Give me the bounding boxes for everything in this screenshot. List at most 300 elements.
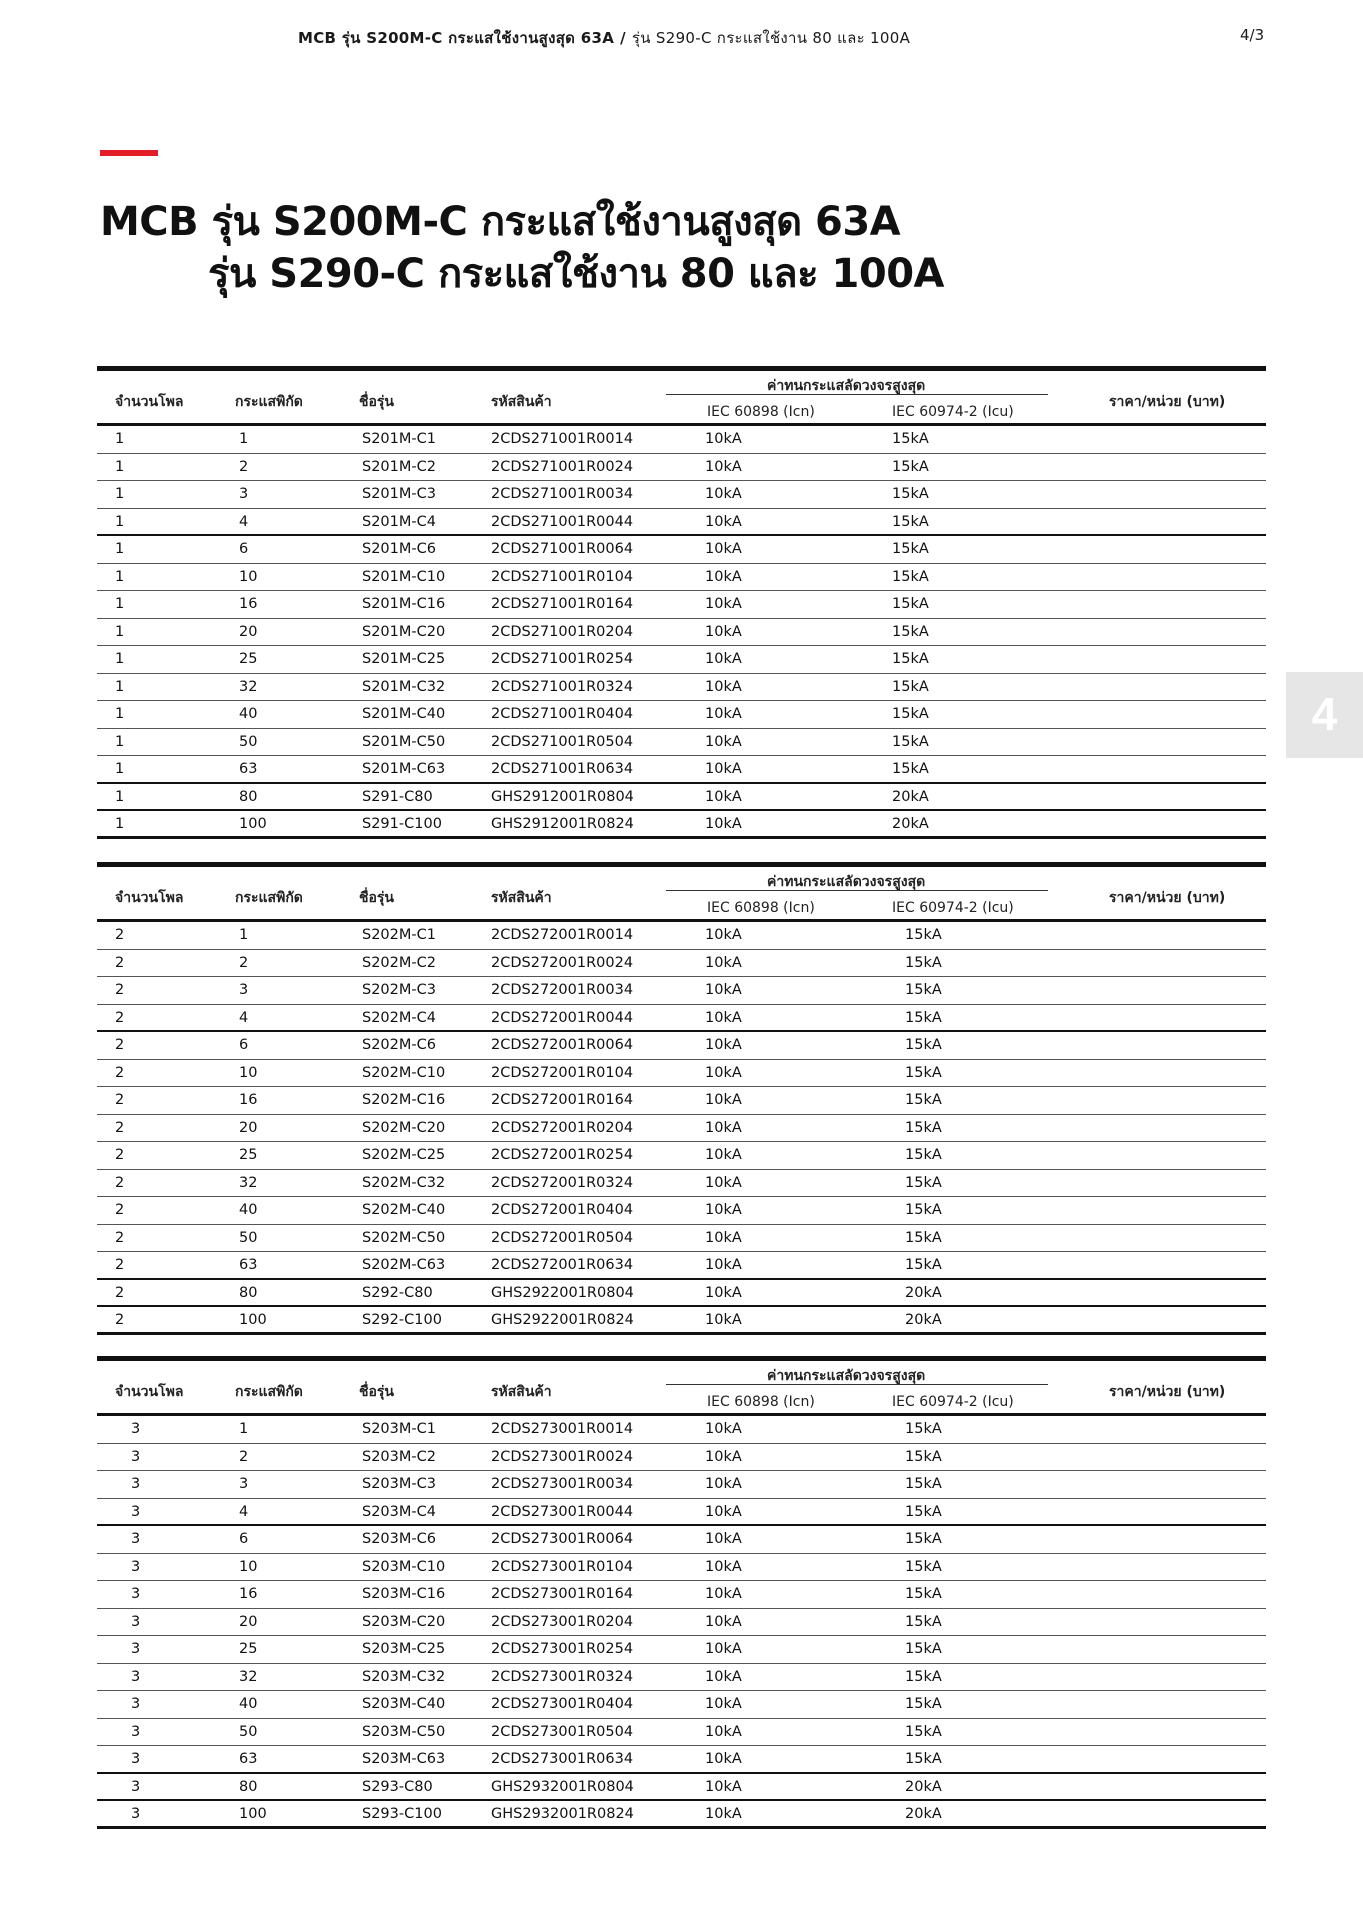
cell-code: 2CDS272001R0164 <box>491 1092 634 1108</box>
cell-icn: 10kA <box>705 1668 742 1685</box>
cell-icu: 20kA <box>892 816 929 832</box>
table-header <box>97 371 1266 426</box>
cell-rating: 32 <box>239 1174 258 1191</box>
cell-rating: 4 <box>239 1009 249 1026</box>
cell-rating: 3 <box>239 1476 249 1492</box>
cell-icu: 20kA <box>905 1778 942 1795</box>
cell-rating: 32 <box>239 678 258 695</box>
cell-code: 2CDS271001R0634 <box>491 761 634 777</box>
cell-icu: 15kA <box>905 1421 942 1437</box>
table-row <box>97 536 1266 564</box>
table-row <box>97 729 1266 757</box>
cell-icn: 10kA <box>705 1696 742 1712</box>
cell-code: 2CDS272001R0034 <box>491 982 634 998</box>
table-row <box>97 950 1266 978</box>
cell-model: S201M-C20 <box>362 623 446 640</box>
table-row <box>97 1142 1266 1170</box>
cell-icu: 15kA <box>905 1696 942 1712</box>
cell-code: 2CDS271001R0104 <box>491 568 634 585</box>
header-iec-icu: IEC 60974-2 (Icu) <box>892 900 1014 916</box>
table-row <box>97 1526 1266 1554</box>
cell-rating: 16 <box>239 596 258 612</box>
cell-code: 2CDS271001R0324 <box>491 678 634 695</box>
cell-model: S201M-C3 <box>362 486 436 502</box>
cell-poles: 2 <box>115 1202 125 1218</box>
cell-icn: 10kA <box>705 1751 742 1767</box>
cell-poles: 3 <box>131 1806 141 1822</box>
cell-model: S201M-C40 <box>362 706 446 722</box>
header-poles: จำนวนโพล <box>115 890 184 906</box>
cell-model: S293-C80 <box>362 1778 433 1795</box>
cell-model: S201M-C25 <box>362 651 446 667</box>
table-row <box>97 1499 1266 1527</box>
header-iec-icn: IEC 60898 (Icn) <box>707 900 815 916</box>
cell-model: S203M-C25 <box>362 1641 446 1657</box>
cell-code: 2CDS271001R0164 <box>491 596 634 612</box>
cell-code: 2CDS273001R0504 <box>491 1723 634 1740</box>
cell-rating: 63 <box>239 761 258 777</box>
cell-poles: 2 <box>115 927 125 943</box>
cell-model: S201M-C4 <box>362 513 436 530</box>
cell-icn: 10kA <box>705 458 742 475</box>
cell-model: S203M-C32 <box>362 1668 446 1685</box>
cell-poles: 3 <box>131 1558 141 1575</box>
table-row <box>97 1307 1266 1335</box>
cell-code: 2CDS272001R0064 <box>491 1037 634 1053</box>
cell-model: S203M-C1 <box>362 1421 436 1437</box>
cell-rating: 3 <box>239 486 249 502</box>
cell-model: S202M-C63 <box>362 1257 446 1273</box>
table-row <box>97 674 1266 702</box>
cell-model: S201M-C1 <box>362 431 436 447</box>
cell-icu: 15kA <box>905 1723 942 1740</box>
header-group-rule <box>666 1384 1048 1385</box>
cell-icu: 15kA <box>905 1586 942 1602</box>
page-number: 4/3 <box>1240 26 1265 44</box>
cell-icn: 10kA <box>705 1312 742 1328</box>
cell-icu: 15kA <box>905 1448 942 1465</box>
cell-poles: 1 <box>115 651 125 667</box>
cell-icu: 15kA <box>892 623 929 640</box>
cell-rating: 50 <box>239 1229 258 1246</box>
cell-icn: 10kA <box>705 1723 742 1740</box>
cell-rating: 20 <box>239 1119 258 1136</box>
cell-code: GHS2912001R0804 <box>491 788 634 805</box>
cell-poles: 1 <box>115 458 125 475</box>
cell-code: 2CDS273001R0254 <box>491 1641 634 1657</box>
cell-icu: 15kA <box>905 1558 942 1575</box>
cell-poles: 3 <box>131 1476 141 1492</box>
cell-code: GHS2922001R0824 <box>491 1312 634 1328</box>
cell-icu: 20kA <box>905 1806 942 1822</box>
cell-rating: 4 <box>239 513 249 530</box>
cell-icn: 10kA <box>705 954 742 971</box>
cell-poles: 1 <box>115 568 125 585</box>
cell-code: 2CDS272001R0024 <box>491 954 634 971</box>
cell-rating: 2 <box>239 1448 249 1465</box>
cell-model: S202M-C50 <box>362 1229 446 1246</box>
cell-icn: 10kA <box>705 1448 742 1465</box>
cell-poles: 2 <box>115 1119 125 1136</box>
cell-poles: 3 <box>131 1723 141 1740</box>
cell-icu: 15kA <box>892 458 929 475</box>
cell-icu: 15kA <box>905 1119 942 1136</box>
cell-poles: 2 <box>115 1092 125 1108</box>
cell-model: S203M-C3 <box>362 1476 436 1492</box>
cell-model: S202M-C16 <box>362 1092 446 1108</box>
page-title-line-2: รุ่น S290-C กระแสใช้งาน 80 และ 100A <box>208 251 945 297</box>
cell-rating: 63 <box>239 1751 258 1767</box>
cell-icn: 10kA <box>705 1064 742 1081</box>
cell-poles: 1 <box>115 788 125 805</box>
cell-icn: 10kA <box>705 623 742 640</box>
cell-icn: 10kA <box>705 1037 742 1053</box>
cell-rating: 1 <box>239 431 249 447</box>
cell-model: S292-C100 <box>362 1312 442 1328</box>
cell-model: S291-C100 <box>362 816 442 832</box>
cell-poles: 1 <box>115 761 125 777</box>
cell-code: GHS2912001R0824 <box>491 816 634 832</box>
cell-icu: 20kA <box>905 1312 942 1328</box>
cell-poles: 1 <box>115 431 125 447</box>
cell-rating: 32 <box>239 1668 258 1685</box>
cell-icu: 15kA <box>905 1503 942 1520</box>
cell-model: S293-C100 <box>362 1806 442 1822</box>
cell-icu: 15kA <box>905 954 942 971</box>
header-price: ราคา/หน่วย (บาท) <box>1109 890 1226 906</box>
cell-icu: 15kA <box>892 761 929 777</box>
cell-icu: 15kA <box>905 1257 942 1273</box>
cell-icu: 15kA <box>905 1229 942 1246</box>
cell-code: 2CDS273001R0064 <box>491 1531 634 1547</box>
table-row <box>97 481 1266 509</box>
table-row <box>97 1471 1266 1499</box>
table-row <box>97 619 1266 647</box>
cell-poles: 2 <box>115 1147 125 1163</box>
table-row <box>97 1115 1266 1143</box>
cell-poles: 2 <box>115 982 125 998</box>
running-head-text <box>298 26 910 50</box>
cell-model: S203M-C10 <box>362 1558 446 1575</box>
cell-model: S201M-C32 <box>362 678 446 695</box>
header-price: ราคา/หน่วย (บาท) <box>1109 394 1226 410</box>
cell-icu: 15kA <box>905 1174 942 1191</box>
cell-rating: 20 <box>239 1613 258 1630</box>
table-header <box>97 867 1266 922</box>
cell-rating: 25 <box>239 1147 258 1163</box>
header-rating: กระแสพิกัด <box>235 1384 303 1400</box>
cell-icn: 10kA <box>705 1257 742 1273</box>
cell-rating: 100 <box>239 1312 267 1328</box>
cell-code: GHS2932001R0824 <box>491 1806 634 1822</box>
header-breaking-capacity: ค่าทนกระแสลัดวงจรสูงสุด <box>767 1368 926 1384</box>
cell-rating: 80 <box>239 1284 258 1301</box>
table-header <box>97 1361 1266 1416</box>
cell-icu: 15kA <box>905 1092 942 1108</box>
cell-code: 2CDS273001R0034 <box>491 1476 634 1492</box>
cell-poles: 3 <box>131 1696 141 1712</box>
cell-poles: 2 <box>115 1257 125 1273</box>
cell-model: S203M-C16 <box>362 1586 446 1602</box>
cell-icu: 15kA <box>892 678 929 695</box>
cell-model: S202M-C32 <box>362 1174 446 1191</box>
cell-code: 2CDS273001R0024 <box>491 1448 634 1465</box>
cell-poles: 1 <box>115 541 125 557</box>
cell-code: 2CDS272001R0014 <box>491 927 634 943</box>
cell-code: 2CDS273001R0404 <box>491 1696 634 1712</box>
cell-poles: 3 <box>131 1503 141 1520</box>
cell-code: 2CDS273001R0634 <box>491 1751 634 1767</box>
cell-icn: 10kA <box>705 733 742 750</box>
cell-icu: 20kA <box>905 1284 942 1301</box>
cell-model: S202M-C6 <box>362 1037 436 1053</box>
cell-code: 2CDS271001R0204 <box>491 623 634 640</box>
table-row <box>97 1609 1266 1637</box>
cell-icu: 15kA <box>905 1147 942 1163</box>
cell-poles: 2 <box>115 954 125 971</box>
cell-icu: 15kA <box>905 1009 942 1026</box>
table-row <box>97 701 1266 729</box>
cell-poles: 2 <box>115 1174 125 1191</box>
cell-icn: 10kA <box>705 1558 742 1575</box>
cell-poles: 3 <box>131 1751 141 1767</box>
table-row <box>97 591 1266 619</box>
cell-icu: 15kA <box>905 1037 942 1053</box>
table-row <box>97 1280 1266 1308</box>
cell-icu: 15kA <box>892 431 929 447</box>
cell-icn: 10kA <box>705 1421 742 1437</box>
cell-code: 2CDS272001R0104 <box>491 1064 634 1081</box>
cell-icn: 10kA <box>705 1778 742 1795</box>
cell-rating: 50 <box>239 1723 258 1740</box>
cell-code: GHS2922001R0804 <box>491 1284 634 1301</box>
header-poles: จำนวนโพล <box>115 394 184 410</box>
cell-rating: 6 <box>239 541 249 557</box>
section-tab <box>1286 672 1363 758</box>
cell-code: 2CDS273001R0164 <box>491 1586 634 1602</box>
cell-icn: 10kA <box>705 1092 742 1108</box>
cell-icn: 10kA <box>705 761 742 777</box>
cell-icu: 15kA <box>892 513 929 530</box>
cell-icu: 15kA <box>892 596 929 612</box>
header-group-rule <box>666 890 1048 891</box>
cell-rating: 4 <box>239 1503 249 1520</box>
cell-model: S203M-C2 <box>362 1448 436 1465</box>
cell-icn: 10kA <box>705 1806 742 1822</box>
cell-rating: 100 <box>239 816 267 832</box>
cell-code: 2CDS272001R0404 <box>491 1202 634 1218</box>
header-code: รหัสสินค้า <box>491 394 552 410</box>
cell-code: 2CDS272001R0254 <box>491 1147 634 1163</box>
cell-poles: 3 <box>131 1421 141 1437</box>
cell-poles: 3 <box>131 1641 141 1657</box>
table-row <box>97 1197 1266 1225</box>
cell-poles: 2 <box>115 1312 125 1328</box>
cell-code: 2CDS273001R0324 <box>491 1668 634 1685</box>
page-title-line-1: MCB รุ่น S200M-C กระแสใช้งานสูงสุด 63A <box>100 199 901 245</box>
cell-code: 2CDS273001R0204 <box>491 1613 634 1630</box>
cell-poles: 3 <box>131 1613 141 1630</box>
running-head <box>0 26 1363 50</box>
header-group-rule <box>666 394 1048 395</box>
cell-rating: 40 <box>239 706 258 722</box>
cell-icu: 15kA <box>905 927 942 943</box>
cell-model: S201M-C6 <box>362 541 436 557</box>
cell-code: 2CDS272001R0204 <box>491 1119 634 1136</box>
cell-icn: 10kA <box>705 541 742 557</box>
cell-model: S202M-C40 <box>362 1202 446 1218</box>
header-iec-icn: IEC 60898 (Icn) <box>707 1394 815 1410</box>
cell-icn: 10kA <box>705 651 742 667</box>
cell-poles: 3 <box>131 1778 141 1795</box>
cell-poles: 1 <box>115 596 125 612</box>
accent-rule <box>100 150 158 156</box>
cell-poles: 1 <box>115 733 125 750</box>
cell-icu: 15kA <box>892 486 929 502</box>
product-table-2pole <box>97 862 1266 1335</box>
cell-rating: 50 <box>239 733 258 750</box>
cell-poles: 1 <box>115 678 125 695</box>
cell-rating: 16 <box>239 1092 258 1108</box>
cell-model: S201M-C63 <box>362 761 446 777</box>
table-row <box>97 1801 1266 1829</box>
cell-code: 2CDS272001R0504 <box>491 1229 634 1246</box>
cell-model: S203M-C4 <box>362 1503 436 1520</box>
cell-rating: 63 <box>239 1257 258 1273</box>
cell-icu: 15kA <box>892 568 929 585</box>
table-row <box>97 1636 1266 1664</box>
cell-icu: 15kA <box>905 1476 942 1492</box>
cell-rating: 2 <box>239 954 249 971</box>
cell-code: 2CDS273001R0044 <box>491 1503 634 1520</box>
table-row <box>97 1005 1266 1033</box>
table-row <box>97 564 1266 592</box>
cell-icn: 10kA <box>705 1586 742 1602</box>
cell-rating: 10 <box>239 1064 258 1081</box>
cell-icn: 10kA <box>705 982 742 998</box>
cell-icn: 10kA <box>705 678 742 695</box>
cell-icn: 10kA <box>705 1613 742 1630</box>
cell-rating: 20 <box>239 623 258 640</box>
cell-model: S203M-C63 <box>362 1751 446 1767</box>
table-row <box>97 1774 1266 1802</box>
cell-poles: 1 <box>115 486 125 502</box>
cell-rating: 40 <box>239 1202 258 1218</box>
header-rating: กระแสพิกัด <box>235 890 303 906</box>
cell-icn: 10kA <box>705 513 742 530</box>
cell-icu: 15kA <box>905 1668 942 1685</box>
cell-rating: 80 <box>239 788 258 805</box>
cell-icn: 10kA <box>705 1202 742 1218</box>
cell-icn: 10kA <box>705 486 742 502</box>
cell-code: 2CDS273001R0014 <box>491 1421 634 1437</box>
cell-poles: 1 <box>115 513 125 530</box>
cell-icn: 10kA <box>705 927 742 943</box>
cell-code: 2CDS271001R0014 <box>491 431 634 447</box>
section-tab-number: 4 <box>1311 688 1338 740</box>
header-model: ชื่อรุ่น <box>359 394 394 410</box>
table-row <box>97 1087 1266 1115</box>
cell-code: 2CDS271001R0254 <box>491 651 634 667</box>
cell-code: 2CDS271001R0064 <box>491 541 634 557</box>
table-row <box>97 1170 1266 1198</box>
cell-icn: 10kA <box>705 788 742 805</box>
cell-icu: 15kA <box>892 541 929 557</box>
cell-model: S202M-C1 <box>362 927 436 943</box>
cell-rating: 6 <box>239 1037 249 1053</box>
cell-model: S201M-C16 <box>362 596 446 612</box>
cell-model: S202M-C3 <box>362 982 436 998</box>
cell-model: S202M-C2 <box>362 954 436 971</box>
page-title <box>100 196 944 300</box>
cell-icn: 10kA <box>705 1284 742 1301</box>
table-row <box>97 784 1266 812</box>
cell-model: S203M-C50 <box>362 1723 446 1740</box>
cell-icu: 15kA <box>905 1202 942 1218</box>
header-iec-icu: IEC 60974-2 (Icu) <box>892 1394 1014 1410</box>
cell-code: 2CDS271001R0044 <box>491 513 634 530</box>
table-row <box>97 1225 1266 1253</box>
cell-code: 2CDS272001R0324 <box>491 1174 634 1191</box>
cell-code: 2CDS271001R0034 <box>491 486 634 502</box>
table-row <box>97 426 1266 454</box>
header-iec-icn: IEC 60898 (Icn) <box>707 404 815 420</box>
cell-icu: 15kA <box>892 733 929 750</box>
cell-rating: 80 <box>239 1778 258 1795</box>
cell-poles: 1 <box>115 706 125 722</box>
running-head-bold: MCB รุ่น S200M-C กระแสใช้งานสูงสุด 63A <box>298 29 615 47</box>
header-model: ชื่อรุ่น <box>359 1384 394 1400</box>
table-row <box>97 1719 1266 1747</box>
cell-rating: 6 <box>239 1531 249 1547</box>
header-model: ชื่อรุ่น <box>359 890 394 906</box>
cell-model: S203M-C20 <box>362 1613 446 1630</box>
table-row <box>97 1252 1266 1280</box>
table-row <box>97 1416 1266 1444</box>
header-breaking-capacity: ค่าทนกระแสลัดวงจรสูงสุด <box>767 874 926 890</box>
table-row <box>97 1691 1266 1719</box>
cell-code: 2CDS271001R0504 <box>491 733 634 750</box>
cell-model: S291-C80 <box>362 788 433 805</box>
cell-code: GHS2932001R0804 <box>491 1778 634 1795</box>
cell-model: S202M-C20 <box>362 1119 446 1136</box>
cell-poles: 2 <box>115 1284 125 1301</box>
cell-icn: 10kA <box>705 1503 742 1520</box>
cell-code: 2CDS272001R0044 <box>491 1009 634 1026</box>
header-iec-icu: IEC 60974-2 (Icu) <box>892 404 1014 420</box>
cell-icn: 10kA <box>705 1641 742 1657</box>
cell-icn: 10kA <box>705 568 742 585</box>
cell-model: S292-C80 <box>362 1284 433 1301</box>
cell-icn: 10kA <box>705 816 742 832</box>
table-row <box>97 1581 1266 1609</box>
table-row <box>97 977 1266 1005</box>
cell-icn: 10kA <box>705 1009 742 1026</box>
cell-model: S201M-C50 <box>362 733 446 750</box>
cell-model: S201M-C10 <box>362 568 446 585</box>
table-row <box>97 756 1266 784</box>
table-row <box>97 1444 1266 1472</box>
cell-rating: 10 <box>239 1558 258 1575</box>
cell-code: 2CDS271001R0024 <box>491 458 634 475</box>
cell-model: S202M-C10 <box>362 1064 446 1081</box>
cell-icu: 15kA <box>905 1531 942 1547</box>
cell-model: S202M-C25 <box>362 1147 446 1163</box>
cell-rating: 10 <box>239 568 258 585</box>
table-row <box>97 646 1266 674</box>
cell-icu: 15kA <box>905 1613 942 1630</box>
cell-icu: 15kA <box>905 1064 942 1081</box>
